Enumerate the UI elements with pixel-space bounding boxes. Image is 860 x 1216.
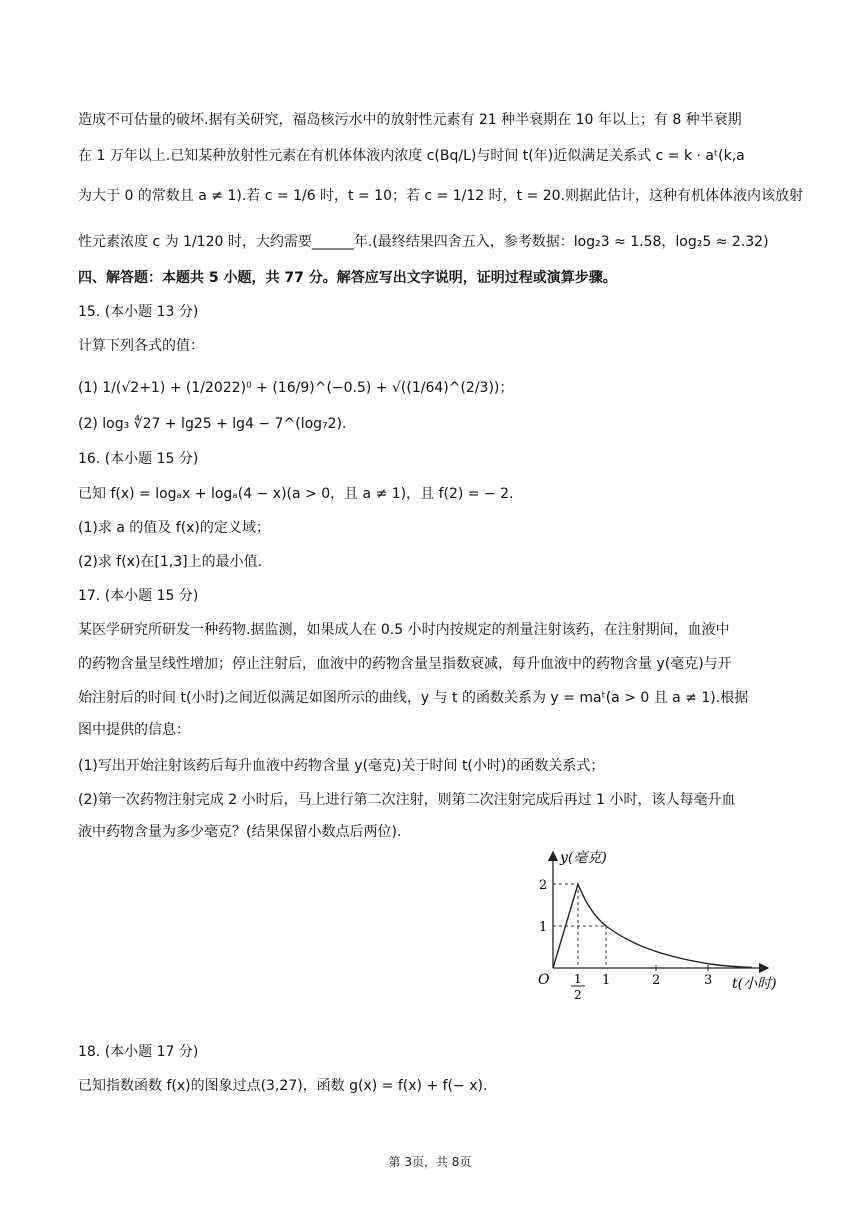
problem17-heading: 17. (本小题 15 分) [78,588,199,604]
problem18-statement: 已知指数函数 f(x)的图象过点(3,27)，函数 g(x) = f(x) + f(− x). [78,1078,488,1094]
problem14-line4: 性元素浓度 c 为 1/120 时，大约需要______年.(最终结果四舍五入，参考数据：log₂3 ≈ 1.58，log₂5 ≈ 2.32) [78,234,769,250]
y-axis-label: y(毫克) [560,850,607,866]
y-tick-2: 2 [539,878,548,893]
problem17-part1: (1)写出开始注射该药后每升血液中药物含量 y(毫克)关于时间 t(小时)的函数关系式； [78,758,605,774]
problem17-part2-line1: (2)第一次药物注射完成 2 小时后，马上进行第二次注射，则第二次注射完成后再过 1 小时，该人每毫升血 [78,792,736,808]
problem17-line4: 图中提供的信息： [78,722,190,738]
problem17-line1: 某医学研究所研发一种药物.据监测，如果成人在 0.5 小时内按规定的剂量注射该药，在注射期间，血液中 [78,622,730,638]
t-tick-1: 1 [602,973,611,988]
t-tick-2: 2 [652,973,661,988]
t-half-denominator: 2 [574,988,582,1002]
t-axis-label: t(小时) [732,976,777,992]
problem14-line3: 为大于 0 的常数且 a ≠ 1).若 c = 1/6 时，t = 10；若 c = 1/12 时，t = 20.则据此估计，这种有机体体液内该放射 [78,188,804,204]
problem16-heading: 16. (本小题 15 分) [78,451,199,467]
problem14-line2: 在 1 万年以上.已知某种放射性元素在有机体体液内浓度 c(Bq/L)与时间 t(年)近似满足关系式 c = k · aᵗ(k,a [78,148,745,164]
origin-label: O [538,972,550,988]
problem15-intro: 计算下列各式的值： [78,338,204,354]
section-4-title: 四、解答题：本题共 5 小题，共 77 分。解答应写出文字说明，证明过程或演算步骤。 [78,270,617,286]
t-tick-3: 3 [704,973,713,988]
problem14-line1: 造成不可估量的破坏.据有关研究，福岛核污水中的放射性元素有 21 种半衰期在 10 年以上；有 8 种半衰期 [78,112,742,128]
t-half-numerator: 1 [574,972,582,986]
problem15-heading: 15. (本小题 13 分) [78,304,199,320]
problem18-heading: 18. (本小题 17 分) [78,1044,199,1060]
problem16-statement: 已知 f(x) = logₐx + logₐ(4 − x)(a > 0，且 a ≠ 1)，且 f(2) = − 2. [78,486,514,502]
y-tick-1: 1 [539,920,548,935]
concentration-curve [553,884,752,968]
problem17-part2-line2: 液中药物含量为多少毫克？(结果保留小数点后两位). [78,824,402,840]
problem17-line3: 始注射后的时间 t(小时)之间近似满足如图所示的曲线，y 与 t 的函数关系为 y = maᵗ(a > 0 且 a ≠ 1).根据 [78,690,749,706]
problem16-part1: (1)求 a 的值及 f(x)的定义域； [78,520,270,536]
problem17-line2: 的药物含量呈线性增加；停止注射后，血液中的药物含量呈指数衰减，每升血液中的药物含量 y(毫克)与开 [78,656,732,672]
problem16-part2: (2)求 f(x)在[1,3]上的最小值. [78,554,263,570]
problem15-part2: (2) log₃ ∜27 + lg25 + lg4 − 7^(log₇2). [78,416,347,432]
problem15-part1: (1) 1/(√2+1) + (1/2022)⁰ + (16/9)^(−0.5) + √((1/64)^(2/3))； [78,380,514,396]
page-footer: 第 3页，共 8页 [388,1155,472,1169]
drug-concentration-graph [520,838,790,1010]
